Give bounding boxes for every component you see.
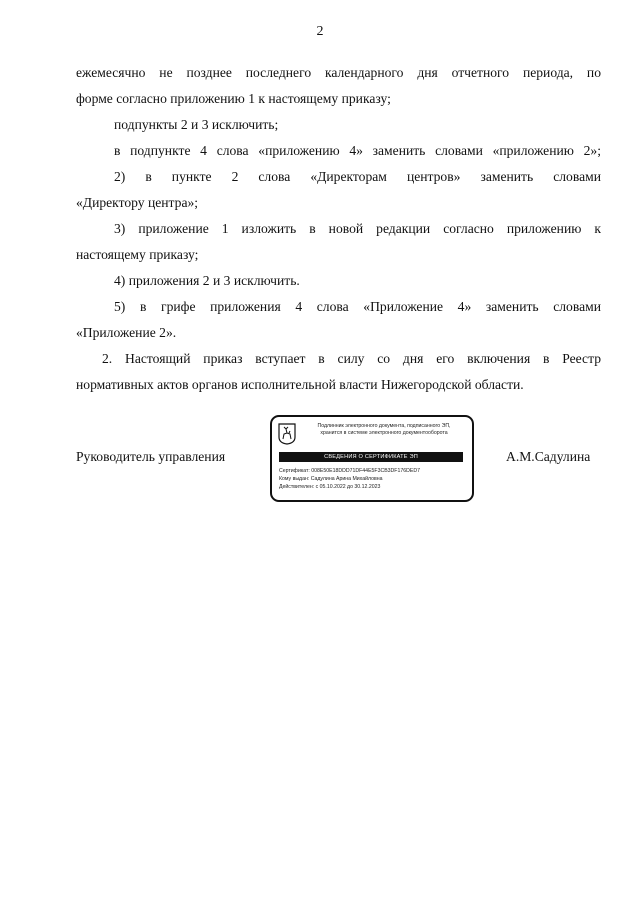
stamp-issued-to: Кому выдан: Садулина Арина Михайловна xyxy=(279,476,383,482)
stamp-header: СВЕДЕНИЯ О СЕРТИФИКАТЕ ЭП xyxy=(279,452,463,462)
text-line: 2. Настоящий приказ вступает в силу со дня его включения в Реестр xyxy=(102,351,601,366)
stamp-note-line: хранится в системе электронного документооборота xyxy=(320,430,448,436)
text-line: 4) приложения 2 и 3 исключить. xyxy=(114,273,300,288)
stamp-validity: Действителен: с 05.10.2022 до 30.12.2023 xyxy=(279,484,381,490)
stamp-certificate: Сертификат: 008E50E18DDD71DF44E5F3CB3DF176DED7 xyxy=(279,468,420,474)
e-signature-stamp xyxy=(270,415,474,502)
signatory-name: А.М.Садулина xyxy=(506,449,591,464)
text-line: в подпункте 4 слова «приложению 4» заменить словами «приложению 2»; xyxy=(114,143,601,158)
text-line: 5) в грифе приложения 4 слова «Приложение 4» заменить словами xyxy=(114,299,601,314)
text-line: 3) приложение 1 изложить в новой редакции согласно приложению к xyxy=(114,221,601,236)
text-line: «Директору центра»; xyxy=(76,195,199,210)
text-line: нормативных актов органов исполнительной власти Нижегородской области. xyxy=(76,377,524,392)
text-line: форме согласно приложению 1 к настоящему приказу; xyxy=(76,91,391,106)
text-line: «Приложение 2». xyxy=(76,325,177,340)
text-line: настоящему приказу; xyxy=(76,247,199,262)
page-number: 2 xyxy=(316,24,324,39)
text-line: подпункты 2 и 3 исключить; xyxy=(114,117,279,132)
stamp-note xyxy=(302,423,466,437)
text-line: ежемесячно не позднее последнего календарного дня отчетного периода, по xyxy=(76,65,601,80)
signatory-position: Руководитель управления xyxy=(76,449,226,464)
stamp-note-line: Подлинник электронного документа, подписанного ЭП, xyxy=(317,423,451,429)
deer-emblem-icon xyxy=(278,423,296,445)
text-line: 2) в пункте 2 слова «Директорам центров» заменить словами xyxy=(114,169,601,184)
